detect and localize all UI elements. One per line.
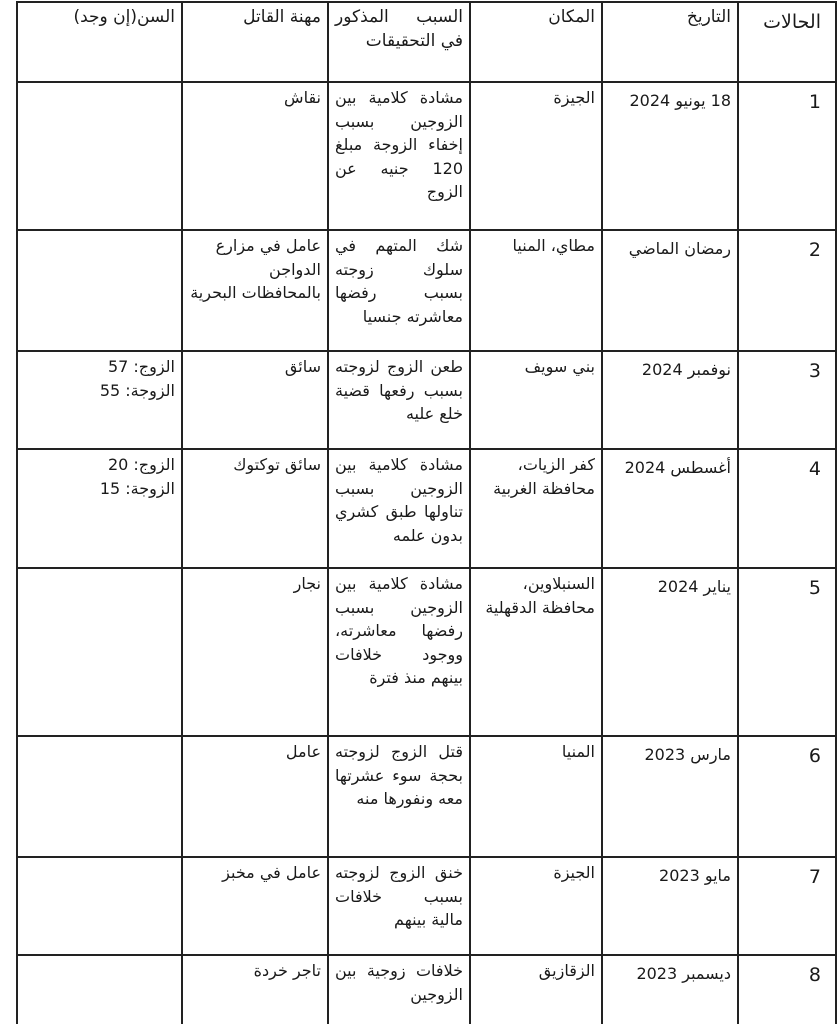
header-reason: السبب المذكور في التحقيقات [328, 2, 470, 82]
table-row [17, 82, 836, 230]
cell-date: مارس 2023 [602, 736, 738, 857]
cell-date: أغسطس 2024 [602, 449, 738, 568]
table-row [17, 955, 836, 1024]
cell-age [17, 230, 182, 351]
cell-case-number: 1 [738, 82, 836, 230]
age-wife: الزوجة: 55 [99, 380, 175, 400]
cell-case-number: 2 [738, 230, 836, 351]
cell-reason: مشادة كلامية بين الزوجين بسبب إخفاء الزوجة مبلغ 120 جنيه عن الزوج [328, 82, 470, 230]
header-age: السن(إن وجد) [17, 2, 182, 82]
cell-case-number: 5 [738, 568, 836, 736]
cell-occupation: نجار [182, 568, 328, 736]
cell-case-number: 7 [738, 857, 836, 955]
cell-age [17, 955, 182, 1024]
cell-case-number: 8 [738, 955, 836, 1024]
table-row [17, 351, 836, 449]
table-row [17, 857, 836, 955]
cell-occupation: سائق [182, 351, 328, 449]
cell-place: كفر الزيات، محافظة الغربية [470, 449, 602, 568]
age-husband: الزوج: 57 [107, 357, 175, 376]
cell-reason: مشادة كلامية بين الزوجين بسبب رفضها معاشرته، ووجود خلافات بينهم منذ فترة [328, 568, 470, 736]
cell-reason: خنق الزوج لزوجته بسبب خلافات مالية بينهم [328, 857, 470, 955]
table-row [17, 230, 836, 351]
cell-occupation: تاجر خردة [182, 955, 328, 1024]
cell-occupation: سائق توكتوك [182, 449, 328, 568]
cell-place: مطاي، المنيا [470, 230, 602, 351]
cell-age [17, 82, 182, 230]
cell-date: يناير 2024 [602, 568, 738, 736]
cell-age [17, 736, 182, 857]
table-row [17, 449, 836, 568]
table-header-row [17, 2, 836, 82]
cell-case-number: 4 [738, 449, 836, 568]
cell-place: بني سويف [470, 351, 602, 449]
header-cases: الحالات [738, 2, 836, 82]
cell-occupation: عامل في مخبز [182, 857, 328, 955]
cell-date: رمضان الماضي [602, 230, 738, 351]
cell-age [17, 857, 182, 955]
cell-reason: خلافات زوجية بين الزوجين [328, 955, 470, 1024]
cell-occupation: عامل [182, 736, 328, 857]
cell-reason: شك المتهم في سلوك زوجته بسبب رفضها معاشرته جنسيا [328, 230, 470, 351]
cell-place: السنبلاوين، محافظة الدقهلية [470, 568, 602, 736]
cell-age [17, 449, 182, 568]
cell-reason: مشادة كلامية بين الزوجين بسبب تناولها طبق كشري بدون علمه [328, 449, 470, 568]
header-occupation: مهنة القاتل [182, 2, 328, 82]
cell-age [17, 351, 182, 449]
header-date: التاريخ [602, 2, 738, 82]
cell-reason: طعن الزوج لزوجته بسبب رفعها قضية خلع عليه [328, 351, 470, 449]
cell-place: المنيا [470, 736, 602, 857]
cell-date: 18 يونيو 2024 [602, 82, 738, 230]
cell-age [17, 568, 182, 736]
table-row [17, 736, 836, 857]
age-husband: الزوج: 20 [107, 455, 175, 474]
table-row [17, 568, 836, 736]
cell-date: نوفمبر 2024 [602, 351, 738, 449]
cell-occupation: نقاش [182, 82, 328, 230]
cell-date: ديسمبر 2023 [602, 955, 738, 1024]
cell-occupation: عامل في مزارع الدواجن بالمحافظات البحرية [182, 230, 328, 351]
age-wife: الزوجة: 15 [99, 478, 175, 498]
cell-place: الجيزة [470, 82, 602, 230]
cell-date: مايو 2023 [602, 857, 738, 955]
cell-case-number: 6 [738, 736, 836, 857]
cell-reason: قتل الزوج لزوجته بحجة سوء عشرتها معه ونفورها منه [328, 736, 470, 857]
cases-table [16, 1, 837, 1024]
cell-place: الجيزة [470, 857, 602, 955]
cell-place: الزقازيق [470, 955, 602, 1024]
cell-case-number: 3 [738, 351, 836, 449]
header-place: المكان [470, 2, 602, 82]
